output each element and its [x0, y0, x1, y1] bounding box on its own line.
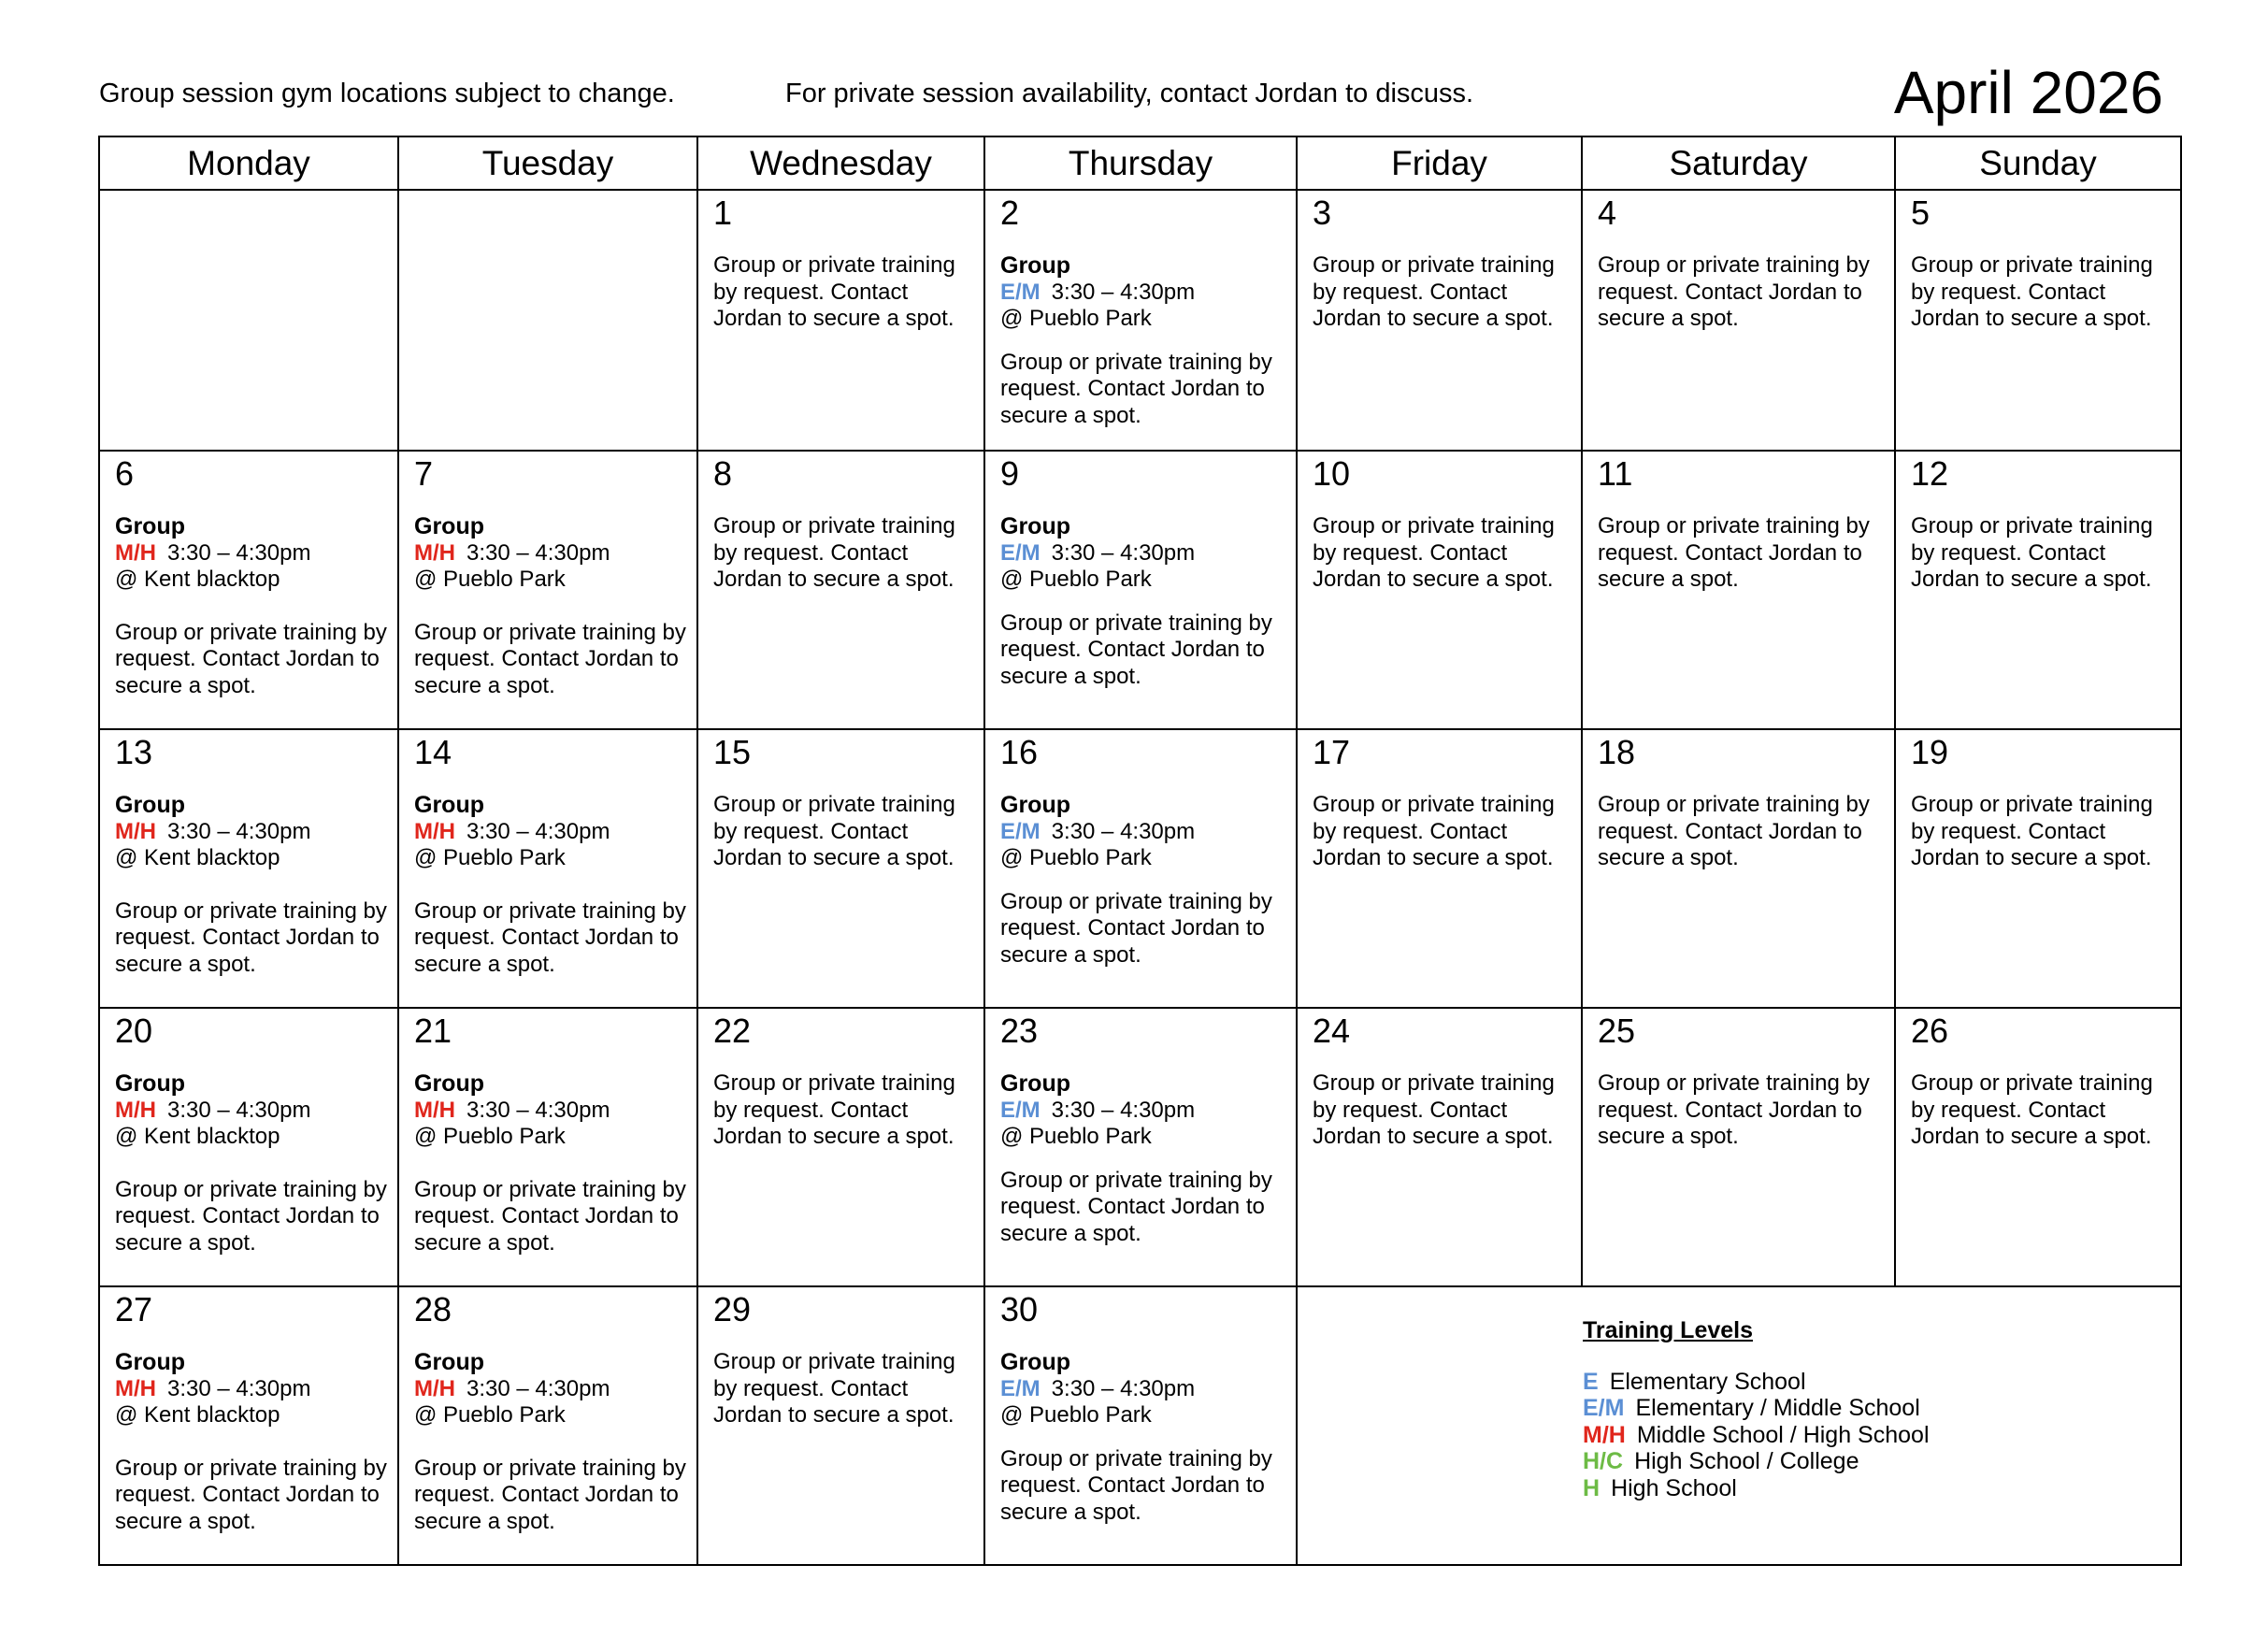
day-cell: [697, 451, 984, 729]
day-cell: [1895, 451, 2181, 729]
weekday-wednesday: Wednesday: [697, 136, 984, 190]
session-time: 3:30 – 4:30pm: [167, 539, 311, 566]
level-code: M/H: [115, 818, 156, 844]
day-number: 2: [1000, 194, 1020, 232]
level-code: E/M: [1000, 539, 1041, 566]
level-code: E/M: [1000, 279, 1041, 305]
day-number: 3: [1313, 194, 1332, 232]
weekday-monday: Monday: [99, 136, 398, 190]
session-time: 3:30 – 4:30pm: [1051, 539, 1196, 566]
group-label: Group: [414, 1349, 484, 1375]
legend-cell: [1297, 1286, 2181, 1565]
level-code: M/H: [115, 1375, 156, 1401]
day-number: 26: [1911, 1012, 1949, 1050]
legend-code: E/M: [1583, 1395, 1625, 1421]
legend-label: High School: [1611, 1474, 1737, 1501]
day-number: 23: [1000, 1012, 1039, 1050]
session-location: @ Pueblo Park: [414, 1402, 566, 1428]
day-cell: [697, 1286, 984, 1565]
day-number: 11: [1598, 454, 1633, 493]
session-location: @ Kent blacktop: [115, 1402, 280, 1428]
session-time-line: [1000, 280, 1288, 307]
level-code: E/M: [1000, 1097, 1041, 1123]
day-number: 29: [713, 1290, 752, 1328]
request-note: Group or private training by request. Contact Jordan to secure a spot.: [1911, 1070, 2153, 1149]
weekday-sunday: Sunday: [1895, 136, 2181, 190]
request-note: Group or private training by request. Contact Jordan to secure a spot.: [713, 513, 955, 592]
day-number: 30: [1000, 1290, 1039, 1328]
session-location: @ Pueblo Park: [1000, 567, 1152, 592]
day-number: 8: [713, 454, 733, 493]
legend-item: [1583, 1475, 1930, 1502]
day-number: 15: [713, 733, 752, 771]
level-code: M/H: [414, 818, 455, 844]
group-label: Group: [115, 792, 185, 818]
day-number: 6: [115, 454, 135, 493]
header-note-private: For private session availability, contact Jordan to discuss.: [785, 79, 1474, 108]
level-code: M/H: [115, 1097, 156, 1123]
request-note: Group or private training by request. Contact Jordan to secure a spot.: [1313, 252, 1555, 331]
legend-label: Elementary School: [1609, 1368, 1806, 1395]
session-location: @ Kent blacktop: [115, 1124, 280, 1149]
day-cell: [697, 729, 984, 1008]
legend-item: [1583, 1395, 1930, 1422]
day-cell: [1582, 729, 1895, 1008]
session-time: 3:30 – 4:30pm: [467, 1097, 610, 1123]
session-location: @ Pueblo Park: [1000, 306, 1152, 331]
day-number: 5: [1911, 194, 1931, 232]
group-label: Group: [115, 1070, 185, 1097]
day-number: 22: [713, 1012, 752, 1050]
day-cell: [1582, 190, 1895, 451]
day-number: 19: [1911, 733, 1949, 771]
weekday-thursday: Thursday: [984, 136, 1297, 190]
day-number: 12: [1911, 454, 1949, 493]
day-cell: [99, 451, 398, 729]
day-number: 28: [414, 1290, 452, 1328]
day-cell: [984, 1286, 1297, 1565]
session-time: 3:30 – 4:30pm: [1051, 818, 1196, 844]
session-time-line: [414, 540, 689, 567]
day-cell: [398, 1286, 697, 1565]
session-time: 3:30 – 4:30pm: [167, 1375, 311, 1401]
calendar-grid: [98, 136, 2182, 1566]
session-time: 3:30 – 4:30pm: [1051, 1097, 1196, 1123]
day-cell: [697, 1008, 984, 1286]
day-cell: [984, 451, 1297, 729]
request-note: Group or private training by request. Contact Jordan to secure a spot.: [1313, 792, 1555, 870]
legend-item: [1583, 1448, 1930, 1475]
day-cell: [984, 1008, 1297, 1286]
level-code: E/M: [1000, 818, 1041, 844]
day-cell: [398, 729, 697, 1008]
legend-label: Middle School / High School: [1636, 1421, 1930, 1448]
day-number: 25: [1598, 1012, 1636, 1050]
empty-day-cell: [99, 190, 398, 451]
day-number: 14: [414, 733, 452, 771]
request-note: Group or private training by request. Contact Jordan to secure a spot.: [414, 1176, 686, 1256]
session-time: 3:30 – 4:30pm: [1051, 279, 1196, 305]
request-note: Group or private training by request. Contact Jordan to secure a spot.: [414, 1455, 686, 1534]
day-cell: [984, 190, 1297, 451]
session-time-line: [1000, 540, 1288, 567]
group-label: Group: [115, 1349, 185, 1375]
day-cell: [1582, 1008, 1895, 1286]
level-code: M/H: [414, 539, 455, 566]
request-note: Group or private training by request. Contact Jordan to secure a spot.: [1000, 610, 1272, 689]
request-note: Group or private training by request. Contact Jordan to secure a spot.: [1911, 252, 2153, 331]
session-location: @ Kent blacktop: [115, 567, 280, 592]
day-cell: [1297, 451, 1582, 729]
day-number: 20: [115, 1012, 153, 1050]
day-number: 13: [115, 733, 153, 771]
empty-day-cell: [398, 190, 697, 451]
legend-title: Training Levels: [1583, 1317, 1754, 1343]
session-time: 3:30 – 4:30pm: [467, 1375, 610, 1401]
session-location: @ Pueblo Park: [414, 567, 566, 592]
day-cell: [1582, 451, 1895, 729]
session-time: 3:30 – 4:30pm: [1051, 1375, 1196, 1401]
request-note: Group or private training by request. Contact Jordan to secure a spot.: [1911, 513, 2153, 592]
legend-code: E: [1583, 1368, 1599, 1395]
level-code: M/H: [414, 1375, 455, 1401]
week-row: [99, 190, 2181, 451]
session-time-line: [115, 819, 390, 846]
group-label: Group: [414, 513, 484, 539]
request-note: Group or private training by request. Contact Jordan to secure a spot.: [1598, 792, 1870, 870]
request-note: Group or private training by request. Contact Jordan to secure a spot.: [1000, 888, 1272, 968]
request-note: Group or private training by request. Contact Jordan to secure a spot.: [713, 792, 955, 870]
level-code: E/M: [1000, 1375, 1041, 1401]
legend-code: M/H: [1583, 1421, 1626, 1448]
week-row: [99, 1286, 2181, 1565]
day-cell: [99, 1008, 398, 1286]
day-cell: [398, 451, 697, 729]
day-number: 18: [1598, 733, 1636, 771]
day-cell: [1297, 1008, 1582, 1286]
legend-label: Elementary / Middle School: [1635, 1395, 1920, 1421]
day-number: 27: [115, 1290, 153, 1328]
request-note: Group or private training by request. Contact Jordan to secure a spot.: [1000, 349, 1272, 428]
day-cell: [1297, 729, 1582, 1008]
request-note: Group or private training by request. Contact Jordan to secure a spot.: [1598, 513, 1870, 592]
request-note: Group or private training by request. Contact Jordan to secure a spot.: [1598, 1070, 1870, 1149]
request-note: Group or private training by request. Contact Jordan to secure a spot.: [713, 1349, 955, 1428]
session-time-line: [1000, 1098, 1288, 1125]
group-label: Group: [1000, 792, 1070, 818]
weekday-saturday: Saturday: [1582, 136, 1895, 190]
session-location: @ Pueblo Park: [1000, 1124, 1152, 1149]
session-time: 3:30 – 4:30pm: [167, 1097, 311, 1123]
month-title: April 2026: [1893, 59, 2163, 126]
request-note: Group or private training by request. Contact Jordan to secure a spot.: [1000, 1445, 1272, 1525]
day-cell: [1895, 190, 2181, 451]
request-note: Group or private training by request. Contact Jordan to secure a spot.: [115, 1176, 387, 1256]
session-time: 3:30 – 4:30pm: [467, 818, 610, 844]
session-time-line: [414, 1376, 689, 1403]
day-cell: [1895, 1008, 2181, 1286]
group-label: Group: [1000, 513, 1070, 539]
day-number: 9: [1000, 454, 1020, 493]
weekday-tuesday: Tuesday: [398, 136, 697, 190]
group-label: Group: [414, 792, 484, 818]
session-time-line: [414, 1098, 689, 1125]
day-cell: [398, 1008, 697, 1286]
request-note: Group or private training by request. Contact Jordan to secure a spot.: [115, 619, 387, 698]
day-number: 16: [1000, 733, 1039, 771]
session-time-line: [115, 1098, 390, 1125]
day-cell: [984, 729, 1297, 1008]
day-cell: [1297, 190, 1582, 451]
legend-label: High School / College: [1634, 1448, 1859, 1474]
request-note: Group or private training by request. Contact Jordan to secure a spot.: [414, 619, 686, 698]
week-row: [99, 451, 2181, 729]
session-time-line: [1000, 819, 1288, 846]
group-label: Group: [115, 513, 185, 539]
session-location: @ Pueblo Park: [414, 1124, 566, 1149]
group-label: Group: [414, 1070, 484, 1097]
session-location: @ Pueblo Park: [1000, 845, 1152, 870]
request-note: Group or private training by request. Contact Jordan to secure a spot.: [1911, 792, 2153, 870]
week-row: [99, 729, 2181, 1008]
header-note-locations: Group session gym locations subject to change.: [99, 79, 675, 108]
request-note: Group or private training by request. Contact Jordan to secure a spot.: [1313, 1070, 1555, 1149]
session-time: 3:30 – 4:30pm: [467, 539, 610, 566]
level-code: M/H: [414, 1097, 455, 1123]
request-note: Group or private training by request. Contact Jordan to secure a spot.: [713, 1070, 955, 1149]
day-number: 17: [1313, 733, 1351, 771]
group-label: Group: [1000, 252, 1070, 279]
session-time-line: [414, 819, 689, 846]
day-number: 10: [1313, 454, 1351, 493]
request-note: Group or private training by request. Contact Jordan to secure a spot.: [1313, 513, 1555, 592]
day-number: 7: [414, 454, 434, 493]
request-note: Group or private training by request. Contact Jordan to secure a spot.: [115, 897, 387, 977]
day-number: 1: [713, 194, 733, 232]
weekday-friday: Friday: [1297, 136, 1582, 190]
session-location: @ Pueblo Park: [1000, 1402, 1152, 1428]
session-time-line: [1000, 1376, 1288, 1403]
day-cell: [697, 190, 984, 451]
request-note: Group or private training by request. Contact Jordan to secure a spot.: [713, 252, 955, 331]
group-label: Group: [1000, 1349, 1070, 1375]
day-number: 24: [1313, 1012, 1351, 1050]
legend-code: H: [1583, 1474, 1601, 1501]
day-cell: [99, 729, 398, 1008]
session-location: @ Pueblo Park: [414, 845, 566, 870]
day-number: 21: [414, 1012, 452, 1050]
session-time-line: [115, 540, 390, 567]
day-cell: [1895, 729, 2181, 1008]
legend-item: [1583, 1369, 1930, 1396]
training-levels-legend: [1583, 1317, 1930, 1501]
legend-item: [1583, 1422, 1930, 1449]
group-label: Group: [1000, 1070, 1070, 1097]
day-cell: [99, 1286, 398, 1565]
session-time-line: [115, 1376, 390, 1403]
request-note: Group or private training by request. Contact Jordan to secure a spot.: [1598, 252, 1870, 331]
weekday-header-row: [99, 136, 2181, 190]
request-note: Group or private training by request. Contact Jordan to secure a spot.: [1000, 1167, 1272, 1246]
request-note: Group or private training by request. Contact Jordan to secure a spot.: [115, 1455, 387, 1534]
request-note: Group or private training by request. Contact Jordan to secure a spot.: [414, 897, 686, 977]
level-code: M/H: [115, 539, 156, 566]
legend-code: H/C: [1583, 1448, 1624, 1474]
session-time: 3:30 – 4:30pm: [167, 818, 311, 844]
session-location: @ Kent blacktop: [115, 845, 280, 870]
day-number: 4: [1598, 194, 1617, 232]
week-row: [99, 1008, 2181, 1286]
